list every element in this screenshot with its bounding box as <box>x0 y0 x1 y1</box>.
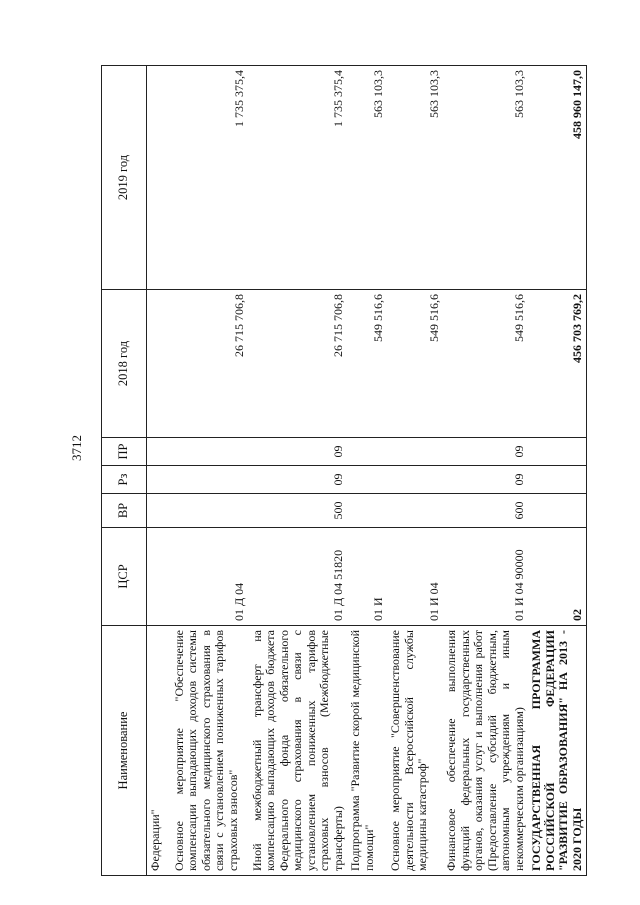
row-2019: 458 960 147,0 <box>528 66 587 290</box>
row-name: Финансовое обеспечение выполнения функций федеральных государственных органов, оказания услуг и выполнения работ (Предоставление субсидий бюджетным, автономным учреждениям и иным некоммерческим организациям) <box>443 626 528 876</box>
row-vr: 500 <box>249 494 348 528</box>
header-pr: ПР <box>102 438 147 466</box>
row-csr: 01 Д 04 51820 <box>249 528 348 626</box>
header-2019: 2019 год <box>102 66 147 290</box>
table-row <box>443 66 528 876</box>
rotated-page-content <box>101 31 584 876</box>
row-2018: 456 703 769,2 <box>528 290 587 438</box>
header-2018: 2018 год <box>102 290 147 438</box>
row-rz: 09 <box>443 466 528 494</box>
row-name: Федерации" <box>147 626 171 876</box>
row-name: Подпрограмма "Развитие скорой медицинской помощи" <box>347 626 387 876</box>
header-name: Наименование <box>102 626 147 876</box>
row-2019: 1 735 375,4 <box>171 66 249 290</box>
row-name: Основное мероприятие "Обеспечение компенсации выпадающих доходов системы обязательного медицинского страхования в связи с установлением пониженных тарифов страховых взносов" <box>171 626 249 876</box>
row-2018: 26 715 706,8 <box>171 290 249 438</box>
row-pr <box>171 438 249 466</box>
row-rz <box>347 466 387 494</box>
row-rz <box>147 466 171 494</box>
row-vr: 600 <box>443 494 528 528</box>
row-2018: 549 516,6 <box>347 290 387 438</box>
row-pr: 09 <box>443 438 528 466</box>
page-number: 3712 <box>69 435 84 461</box>
row-2019: 563 103,3 <box>347 66 387 290</box>
row-pr: 09 <box>249 438 348 466</box>
row-rz <box>387 466 443 494</box>
table-row <box>387 66 443 876</box>
header-vr: ВР <box>102 494 147 528</box>
row-vr <box>387 494 443 528</box>
row-pr <box>347 438 387 466</box>
row-rz <box>171 466 249 494</box>
row-pr <box>528 438 587 466</box>
row-csr: 01 И 04 <box>387 528 443 626</box>
table-row <box>249 66 348 876</box>
budget-table <box>101 65 587 876</box>
row-csr: 02 <box>528 528 587 626</box>
row-name: Основное мероприятие "Совершенствование деятельности Всероссийской службы медицины катастроф" <box>387 626 443 876</box>
header-rz: Рз <box>102 466 147 494</box>
row-name: ГОСУДАРСТВЕННАЯ ПРОГРАММА РОССИЙСКОЙ ФЕДЕРАЦИИ "РАЗВИТИЕ ОБРАЗОВАНИЯ" НА 2013 - 2020 ГОДЫ <box>528 626 587 876</box>
table-row <box>347 66 387 876</box>
row-pr <box>147 438 171 466</box>
row-csr: 01 И 04 90000 <box>443 528 528 626</box>
header-csr: ЦСР <box>102 528 147 626</box>
row-pr <box>387 438 443 466</box>
table-row <box>528 66 587 876</box>
row-2019: 1 735 375,4 <box>249 66 348 290</box>
row-rz <box>528 466 587 494</box>
row-2018: 26 715 706,8 <box>249 290 348 438</box>
row-2018: 549 516,6 <box>387 290 443 438</box>
row-2018 <box>147 290 171 438</box>
row-vr <box>528 494 587 528</box>
row-csr: 01 Д 04 <box>171 528 249 626</box>
row-vr <box>347 494 387 528</box>
row-2019 <box>147 66 171 290</box>
row-2018: 549 516,6 <box>443 290 528 438</box>
row-name: Иной межбюджетный трансферт на компенсацию выпадающих доходов бюджета Федерального фонда обязательного медицинского страхования в связи с установлением пониженных тарифов страховых взносов (Межбюджетные трансферты) <box>249 626 348 876</box>
table-row <box>147 66 171 876</box>
table-header-row <box>102 66 147 876</box>
row-vr <box>147 494 171 528</box>
table-row <box>171 66 249 876</box>
row-csr <box>147 528 171 626</box>
row-rz: 09 <box>249 466 348 494</box>
row-2019: 563 103,3 <box>387 66 443 290</box>
row-vr <box>171 494 249 528</box>
row-2019: 563 103,3 <box>443 66 528 290</box>
row-csr: 01 И <box>347 528 387 626</box>
